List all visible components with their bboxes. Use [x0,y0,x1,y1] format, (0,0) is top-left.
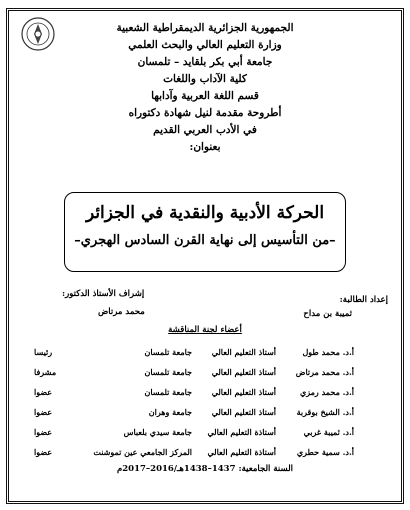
committee-title: أعضاء لجنة المناقشة [168,325,242,335]
table-row [34,382,354,402]
member-role: عضوا [34,387,53,397]
member-institution: جامعة تلمسان [144,367,192,377]
thesis-type-line: أطروحة مقدمة لنيل شهادة دكتوراه [128,107,282,119]
university-logo [20,16,56,52]
thesis-title: الحركة الأدبية والنقدية في الجزائر [85,203,325,223]
member-institution: جامعة سيدي بلعباس [123,427,192,437]
member-role: عضوا [34,447,53,457]
committee-table [34,342,354,462]
republic-line: الجمهورية الجزائرية الديمقراطية الشعبية [116,22,294,34]
thesis-title-box [64,192,346,272]
member-institution: جامعة وهران [148,407,192,417]
member-role: رئيسا [34,347,53,357]
member-rank: أستاذ التعليم العالي [211,387,276,397]
member-institution: المركز الجامعي عين تموشنت [93,447,192,457]
member-name: أ.د. الشيخ بوقربة [296,407,354,417]
field-line: في الأدب العربي القديم [153,124,257,136]
student-name: ثميبة بن مداح [303,309,352,319]
member-name: أ.د. محمد مرتاض [295,367,354,377]
table-row [34,342,354,362]
table-row [34,402,354,422]
faculty-line: كلية الآداب واللغات [163,73,247,85]
table-row [34,442,354,462]
university-line: جامعة أبي بكر بلقايد – تلمسان [137,56,273,68]
student-label: إعداد الطالبة: [339,295,388,305]
member-role: عضوا [34,407,53,417]
institution-header [70,20,340,156]
member-name: أ.د. محمد طول [302,347,354,357]
member-role: عضوا [34,427,53,437]
member-rank: أستاذة التعليم العالي [207,447,276,457]
member-name: أ.د. محمد رمزي [299,387,354,397]
table-row [34,362,354,382]
academic-year: السنة الجامعية: 1437–1438هـ/2016–2017م [116,464,294,474]
titled-line: بعنوان: [189,141,221,153]
thesis-subtitle: –من التأسيس إلى نهاية القرن السادس الهجري– [74,233,336,248]
member-name: أ.د. ثميبة غربي [303,427,354,437]
member-rank: أستاذ التعليم العالي [211,407,276,417]
table-row [34,422,354,442]
member-name: أ.د. سمية حطري [296,447,354,457]
member-institution: جامعة تلمسان [144,387,192,397]
supervisor-name: محمد مرتاض [98,307,145,317]
supervisor-label: إشراف الأستاذ الدكتور: [62,289,145,299]
member-rank: أستاذة التعليم العالي [207,427,276,437]
member-institution: جامعة تلمسان [144,347,192,357]
member-role: مشرفا [34,367,57,377]
department-line: قسم اللغة العربية وآدابها [151,90,259,102]
member-rank: أستاذ التعليم العالي [211,367,276,377]
member-rank: أستاذ التعليم العالي [211,347,276,357]
ministry-line: وزارة التعليم العالي والبحث العلمي [128,39,282,51]
